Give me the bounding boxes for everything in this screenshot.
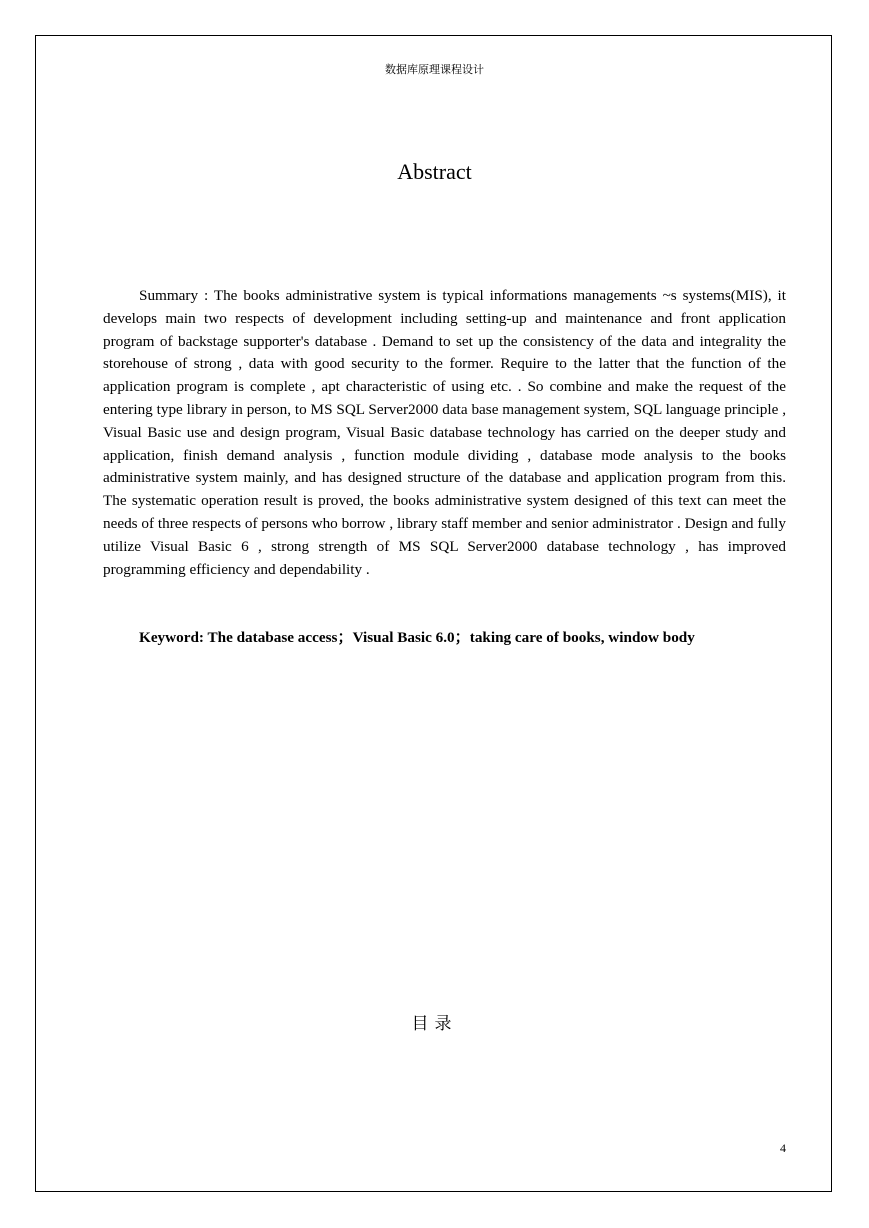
keywords-label: Keyword: [139,629,204,646]
keyword-separator-2: ； [454,629,470,646]
keyword-1: The database access [207,629,338,646]
keyword-separator-1: ； [337,629,353,646]
abstract-title: Abstract [397,159,472,184]
keyword-3: taking care of books, window body [469,629,695,646]
keywords-line [103,627,786,650]
page-number: 4 [780,1141,786,1155]
abstract-body: Summary : The books administrative system is typical informations managements ~s systems(MIS), it develops main two respects of development including setting-up and maintenance and front application program of backstage supporter's database . Demand to set up the consistency of the data and integrality the storehouse of strong , data with good security to the former. Require to the latter that the function of the application program is complete , apt characteristic of using etc. . So combine and make the request of the entering type library in person, to MS SQL Server2000 data base management system, SQL language principle , Visual Basic use and design program, Visual Basic database technology has carried on the deeper study and application, finish demand analysis , function module dividing , database mode analysis to the books administrative system mainly, and has designed structure of the database and application program from this. The systematic operation result is proved, the books administrative system designed of this text can meet the needs of three respects of persons who borrow , library staff member and senior administrator . Design and fully utilize Visual Basic 6 , strong strength of MS SQL Server2000 database technology , has improved programming efficiency and dependability . [103,287,786,578]
toc-title: 目录 [411,1014,458,1034]
keyword-2: Visual Basic 6.0 [352,629,455,646]
running-header: 数据库原理课程设计 [385,63,484,76]
